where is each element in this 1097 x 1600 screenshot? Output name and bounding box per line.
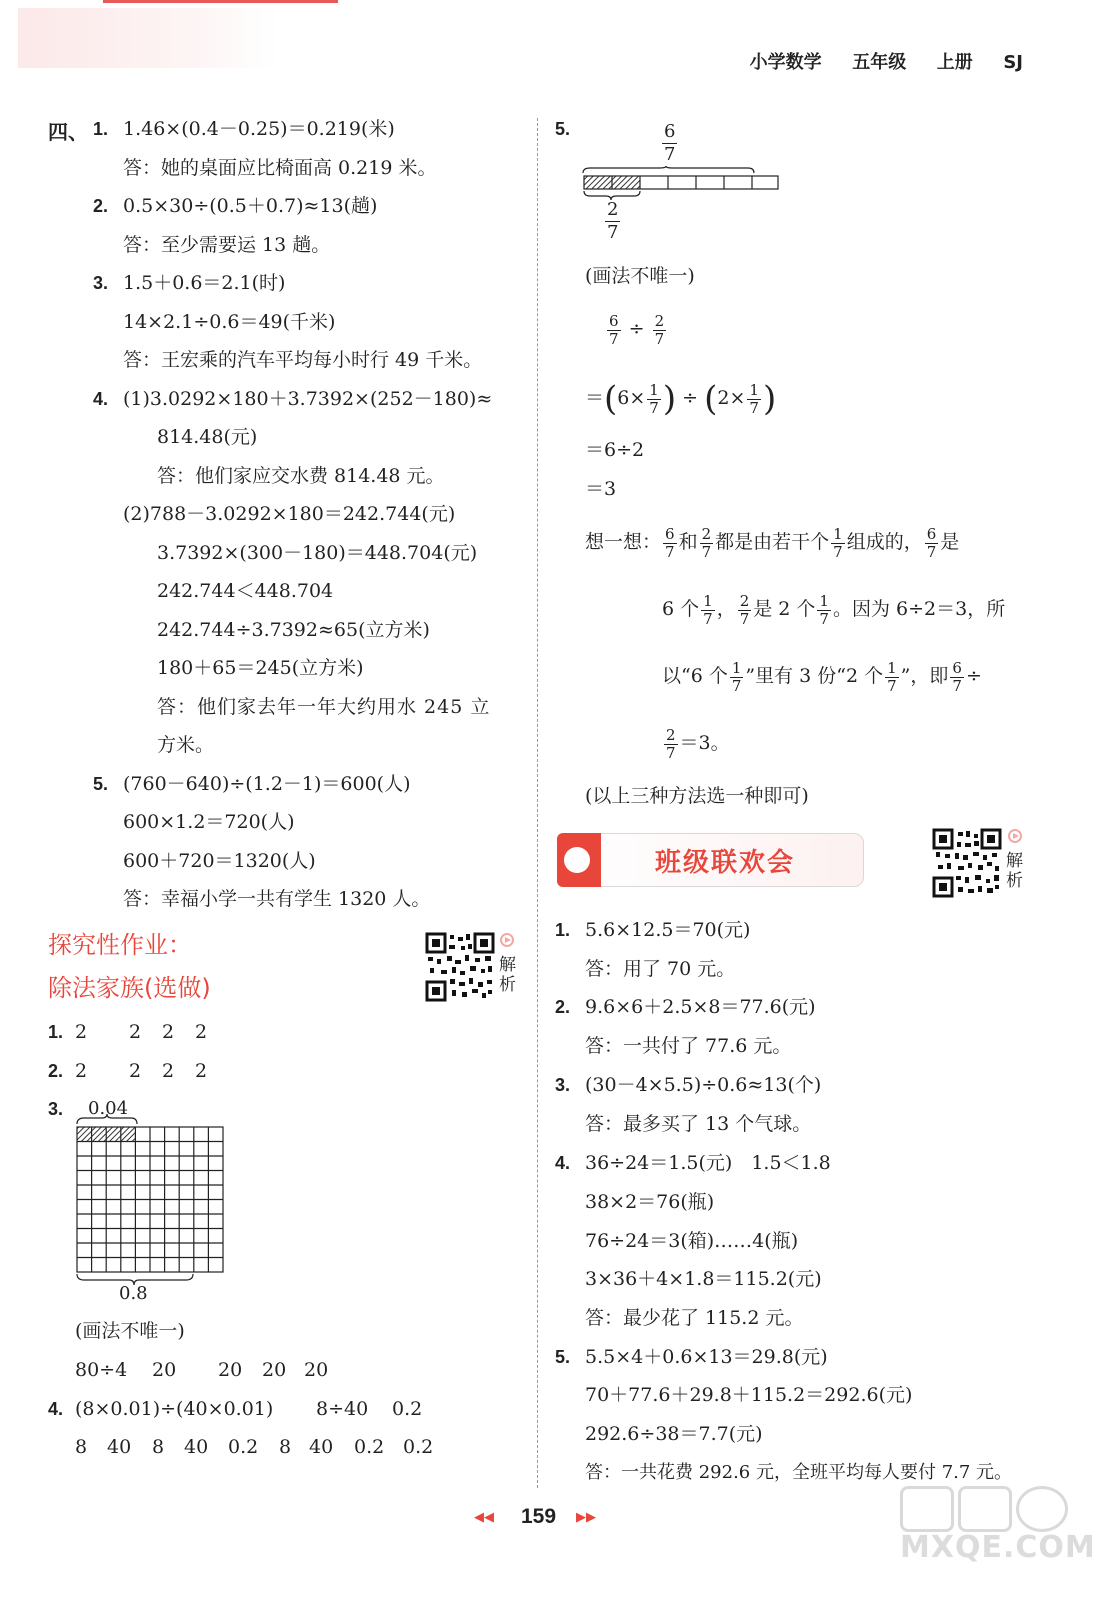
answer-line: 242.744÷3.7392≈65(立方米)	[157, 619, 430, 641]
question-number: 2.	[555, 997, 571, 1017]
answer-line: 答：一共付了 77.6 元。	[585, 1035, 792, 1057]
question-number: 5.	[555, 119, 571, 139]
answer-value: 0.2	[403, 1436, 434, 1458]
think-line-1: 想一想： $\frac{6}{7}$ 和 $\frac{2}{7}$ 都是由若干个 $\frac{1}{7}$ 组成的， $\frac{6}{7}$ 是	[585, 524, 960, 561]
qr-play-icon	[500, 933, 514, 947]
drawing-note: (画法不唯一)	[585, 265, 695, 287]
qr-label: 解析	[499, 955, 516, 995]
equation-line-4: ＝3	[585, 478, 617, 500]
answer-value: 80÷4	[75, 1359, 128, 1381]
page-number: 159	[521, 1505, 557, 1528]
answer-line: 292.6÷38＝7.7(元)	[585, 1423, 763, 1445]
next-page-arrows-icon[interactable]: ▶▶	[576, 1510, 596, 1525]
answer-value: 40	[107, 1436, 132, 1458]
answer-value: 40	[309, 1436, 334, 1458]
answer-line: 600×1.2＝720(人)	[123, 811, 295, 833]
answer-value: 2	[195, 1060, 208, 1082]
answer-value: 2	[129, 1021, 142, 1043]
answer-line: 5.5×4＋0.6×13＝29.8(元)	[585, 1346, 828, 1368]
banner-circle-icon	[564, 847, 590, 873]
watermark-text: MXQE.COM	[900, 1530, 1096, 1565]
answer-line: 242.744＜448.704	[157, 580, 334, 602]
question-number: 1.	[93, 119, 109, 139]
answer-value: 20	[304, 1359, 329, 1381]
answer-line: 814.48(元)	[157, 426, 258, 448]
answer-value: 40	[184, 1436, 209, 1458]
answer-line: (760－640)÷(1.2－1)＝600(人)	[123, 773, 411, 795]
answer-value: 0.2	[392, 1398, 423, 1420]
qr-code-icon[interactable]	[932, 828, 1002, 898]
question-number: 5.	[555, 1347, 571, 1367]
answer-value: 0.2	[228, 1436, 259, 1458]
answer-value: 2	[75, 1021, 88, 1043]
answer-line: 76÷24＝3(箱)……4(瓶)	[585, 1230, 799, 1252]
watermark-logo	[900, 1486, 1080, 1530]
question-number: 4.	[48, 1399, 64, 1419]
explore-subtitle: 除法家族(选做)	[48, 974, 211, 1002]
method-note: (以上三种方法选一种即可)	[585, 785, 809, 807]
answer-line: (30－4×5.5)÷0.6≈13(个)	[585, 1074, 822, 1096]
answer-value: 2	[129, 1060, 142, 1082]
qr-play-icon	[1008, 829, 1022, 843]
question-number: 2.	[48, 1061, 64, 1081]
answer-line: 180＋65＝245(立方米)	[157, 657, 364, 679]
answer-line: 答：最多买了 13 个气球。	[585, 1113, 812, 1135]
answer-value: 8÷40	[316, 1398, 369, 1420]
answer-line: 答：用了 70 元。	[585, 958, 736, 980]
answer-line: 答：最少花了 115.2 元。	[585, 1307, 804, 1329]
fraction-top: $\frac{6}{7}$	[664, 121, 676, 165]
section-banner	[557, 833, 864, 887]
question-number: 2.	[93, 196, 109, 216]
answer-line: 答：至少需要运 13 趟。	[123, 234, 331, 256]
answer-line: 3.7392×(300－180)＝448.704(元)	[157, 542, 478, 564]
answer-line: 70＋77.6＋29.8＋115.2＝292.6(元)	[585, 1384, 913, 1406]
answer-line: 答：他们家去年一年大约用水 245 立	[157, 696, 491, 718]
question-number: 3.	[48, 1099, 64, 1119]
header-grade: 五年级	[852, 52, 907, 73]
hundred-grid-diagram	[74, 1114, 228, 1290]
equation-line-1: $\frac{6}{7}$ ÷ $\frac{2}{7}$	[609, 311, 665, 348]
answer-line: 答：幸福小学一共有学生 1320 人。	[123, 888, 431, 910]
answer-line: (2)788－3.0292×180＝242.744(元)	[123, 503, 456, 525]
qr-label: 解析	[1006, 851, 1023, 891]
header-subject: 小学数学	[749, 52, 822, 73]
answer-line: 38×2＝76(瓶)	[585, 1191, 715, 1213]
drawing-note: (画法不唯一)	[75, 1320, 185, 1342]
answer-value: 8	[152, 1436, 165, 1458]
think-line-4: $\frac{2}{7}$ ＝3。	[666, 725, 730, 762]
grid-bottom-label: 0.8	[119, 1283, 148, 1304]
answer-line: 答：一共花费 292.6 元，全班平均每人要付 7.7 元。	[585, 1462, 1013, 1483]
answer-value: 2	[162, 1021, 175, 1043]
answer-line: 600＋720＝1320(人)	[123, 850, 316, 872]
question-number: 4.	[555, 1153, 571, 1173]
answer-value: (8×0.01)÷(40×0.01)	[75, 1398, 274, 1420]
answer-line: 答：她的桌面应比椅面高 0.219 米。	[123, 157, 437, 179]
answer-line: 方米。	[157, 734, 215, 756]
question-number: 3.	[555, 1075, 571, 1095]
answer-line: 答：他们家应交水费 814.48 元。	[157, 465, 445, 487]
page-header	[750, 48, 1023, 74]
answer-value: 8	[75, 1436, 88, 1458]
equation-line-2: ＝(6× $\frac{1}{7}$ ) ÷ (2× $\frac{1}{7}$ )	[585, 379, 777, 419]
answer-value: 20	[218, 1359, 243, 1381]
think-line-2: 6 个 $\frac{1}{7}$ ， $\frac{2}{7}$ 是 2 个 $\frac{1}{7}$ 。因为 6÷2＝3，所	[662, 591, 1006, 628]
prev-page-arrows-icon[interactable]: ◀◀	[474, 1510, 494, 1525]
question-number: 3.	[93, 273, 109, 293]
section-label: 四、	[48, 120, 88, 144]
qr-code-icon[interactable]	[425, 932, 495, 1002]
question-number: 1.	[48, 1022, 64, 1042]
answer-value: 20	[262, 1359, 287, 1381]
question-number: 5.	[93, 774, 109, 794]
fraction-bottom: $\frac{2}{7}$	[607, 199, 619, 243]
equation-line-3: ＝6÷2	[585, 439, 645, 461]
question-number: 1.	[555, 920, 571, 940]
answer-value: 8	[279, 1436, 292, 1458]
question-number: 4.	[93, 389, 109, 409]
think-line-3: 以“6 个 $\frac{1}{7}$ ”里有 3 份“2 个 $\frac{1}{7}$ ”，即 $\frac{6}{7}$ ÷	[662, 658, 982, 695]
grid-top-label: 0.04	[88, 1098, 129, 1119]
answer-line: 1.46×(0.4－0.25)＝0.219(米)	[123, 118, 395, 140]
answer-value: 20	[152, 1359, 177, 1381]
header-edition: SJ	[1003, 52, 1023, 73]
explore-title: 探究性作业：	[48, 931, 192, 959]
header-volume: 上册	[936, 52, 973, 73]
top-decoration	[18, 0, 318, 70]
answer-value: 0.2	[354, 1436, 385, 1458]
answer-line: 0.5×30÷(0.5＋0.7)≈13(趟)	[123, 195, 378, 217]
column-divider	[537, 118, 538, 1488]
answer-value: 2	[75, 1060, 88, 1082]
answer-line: 14×2.1÷0.6＝49(千米)	[123, 311, 336, 333]
answer-line: 9.6×6＋2.5×8＝77.6(元)	[585, 996, 816, 1018]
answer-line: (1)3.0292×180＋3.7392×(252－180)≈	[123, 388, 493, 410]
banner-title: 班级联欢会	[655, 848, 796, 878]
answer-value: 2	[162, 1060, 175, 1082]
fraction-bar-diagram	[580, 166, 782, 200]
answer-line: 1.5＋0.6＝2.1(时)	[123, 272, 286, 294]
answer-line: 36÷24＝1.5(元) 1.5＜1.8	[585, 1152, 831, 1174]
answer-line: 3×36＋4×1.8＝115.2(元)	[585, 1268, 822, 1290]
answer-value: 2	[195, 1021, 208, 1043]
answer-line: 5.6×12.5＝70(元)	[585, 919, 751, 941]
answer-line: 答：王宏乘的汽车平均每小时行 49 千米。	[123, 349, 483, 371]
